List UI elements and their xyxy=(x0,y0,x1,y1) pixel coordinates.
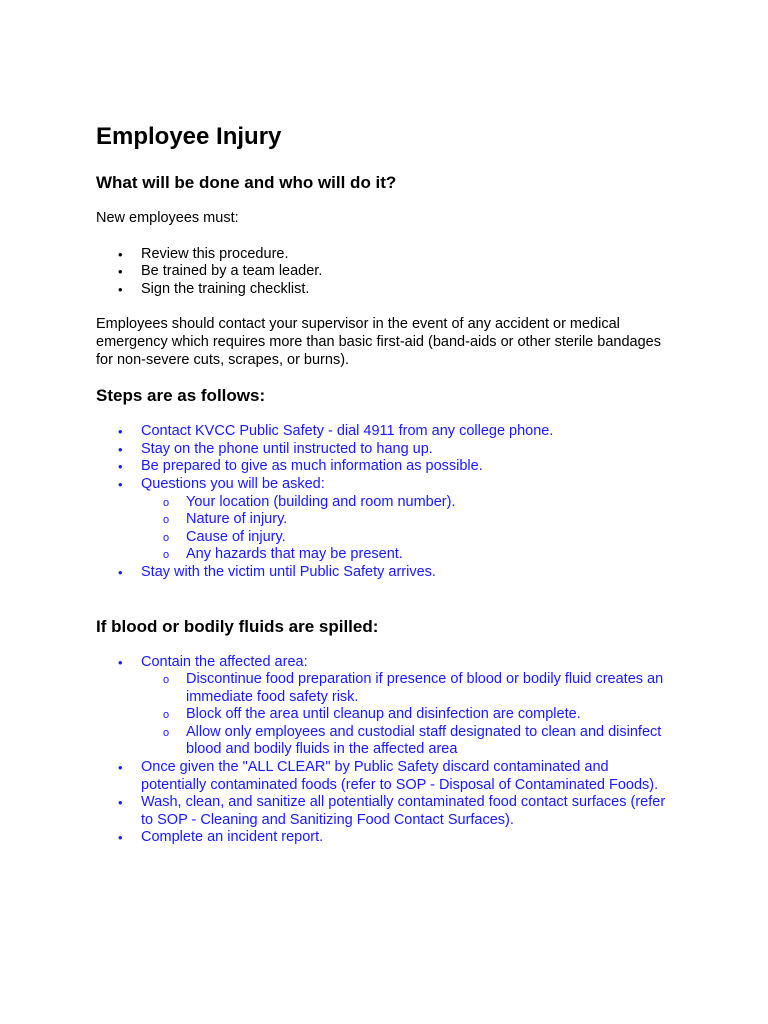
steps-list-end xyxy=(96,564,676,582)
circle-bullet-icon: o xyxy=(163,709,170,722)
bullet-icon: • xyxy=(118,281,123,297)
list-item: • Be prepared to give as much information as possible. xyxy=(118,458,483,475)
list-item: • Sign the training checklist. xyxy=(118,280,310,297)
sub-list-item: o Nature of injury. xyxy=(96,511,676,529)
bullet-icon: • xyxy=(118,441,123,457)
bullet-icon: • xyxy=(118,654,123,670)
sub-list-item: o Discontinue food preparation if presence of blood or bodily fluid creates an immediate food safety risk. xyxy=(163,671,664,705)
document-page xyxy=(96,120,676,847)
list-item: • Once given the "ALL CLEAR" by Public Safety discard contaminated and potentially contaminated foods (refer to SOP - Disposal of Contaminated Foods). xyxy=(118,759,659,793)
circle-bullet-icon: o xyxy=(163,514,170,527)
blood-list xyxy=(96,654,676,672)
sub-list-item: o Any hazards that may be present. xyxy=(96,546,676,564)
section-heading-who: What will be done and who will do it? xyxy=(96,173,397,192)
section-heading-steps: Steps are as follows: xyxy=(96,386,266,406)
bullet-icon: • xyxy=(118,760,123,776)
bullet-icon: • xyxy=(118,830,123,846)
section-heading-blood: If blood or bodily fluids are spilled: xyxy=(96,616,379,636)
bullet-icon: • xyxy=(118,476,123,492)
circle-bullet-icon: o xyxy=(163,496,170,509)
list-item: • Questions you will be asked: xyxy=(118,475,325,492)
intro-text: New employees must: xyxy=(96,210,239,226)
new-employee-list xyxy=(96,246,676,299)
list-item: • Contain the affected area: xyxy=(118,653,308,670)
list-item: • Wash, clean, and sanitize all potentially contaminated food contact surfaces (refer to SOP - Cleaning and Sanitizing Food Contact Surfaces). xyxy=(118,794,666,828)
page-title: Employee Injury xyxy=(96,123,282,150)
contain-sublist xyxy=(96,671,676,759)
bullet-icon: • xyxy=(118,264,123,280)
list-item: • Stay on the phone until instructed to hang up. xyxy=(118,440,433,457)
bullet-icon: • xyxy=(118,795,123,811)
blood-list-end xyxy=(96,759,676,847)
list-item: • Contact KVCC Public Safety - dial 4911 from any college phone. xyxy=(118,423,554,440)
bullet-icon: • xyxy=(118,459,123,475)
questions-sublist xyxy=(96,494,676,564)
list-item: • Complete an incident report. xyxy=(118,829,324,846)
list-item: • Review this procedure. xyxy=(118,245,289,262)
circle-bullet-icon: o xyxy=(163,531,170,544)
list-item: • Be trained by a team leader. xyxy=(118,263,323,280)
sub-list-item: o Cause of injury. xyxy=(96,529,676,547)
sub-list-item: o Your location (building and room number). xyxy=(96,494,676,512)
circle-bullet-icon: o xyxy=(163,726,170,739)
circle-bullet-icon: o xyxy=(163,674,170,687)
sub-list-item: o Allow only employees and custodial staff designated to clean and disinfect blood and bodily fluids in the affected area xyxy=(163,723,662,758)
bullet-icon: • xyxy=(118,564,123,580)
bullet-icon: • xyxy=(118,246,123,262)
list-item: • Stay with the victim until Public Safety arrives. xyxy=(118,563,436,580)
supervisor-paragraph: Employees should contact your supervisor in the event of any accident or medical emergency which requires more than basic first-aid (band-aids or other sterile bandages for non-severe cuts, scrapes, or burns). xyxy=(96,316,661,368)
sub-list-item: o Block off the area until cleanup and disinfection are complete. xyxy=(96,706,676,724)
steps-list xyxy=(96,423,676,493)
bullet-icon: • xyxy=(118,424,123,440)
circle-bullet-icon: o xyxy=(163,549,170,562)
